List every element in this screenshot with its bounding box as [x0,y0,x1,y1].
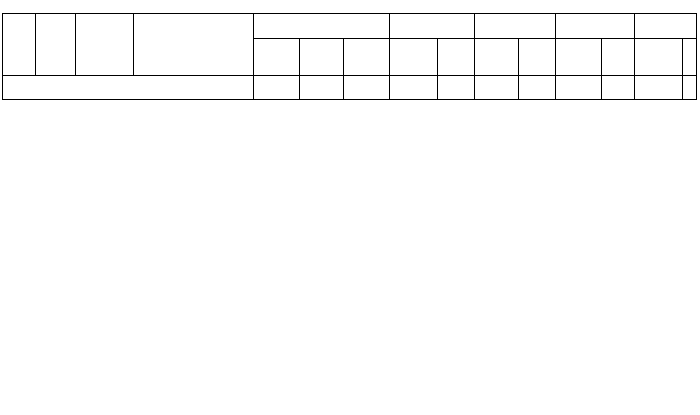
section-title-cell [3,76,254,100]
quota-other-header [344,39,390,76]
main-subject-header [438,39,475,76]
quota-thpt-header [254,39,300,76]
table-cell [519,76,556,100]
admission-table [2,13,697,100]
col-major-name-header [134,14,254,76]
main-subject-header [519,39,556,76]
table-cell [635,76,683,100]
col-combo-3-header [556,14,635,39]
table-cell [602,76,635,100]
table-cell [390,76,438,100]
section-quota-dgnl [300,76,344,100]
table-cell [438,76,475,100]
main-subject-header [683,39,697,76]
col-school-code-header [36,14,76,76]
combo-code-header [390,39,438,76]
col-major-code-header [76,14,134,76]
col-combo-1-header [390,14,475,39]
table-header [3,14,697,76]
col-combo-2-header [475,14,556,39]
table-section-hus [3,76,697,100]
col-quota-header [254,14,390,39]
col-combo-4-header [635,14,697,39]
page-top-margin [0,0,700,12]
table-cell [475,76,519,100]
main-subject-header [602,39,635,76]
section-quota-other [344,76,390,100]
combo-code-header [635,39,683,76]
table-cell [556,76,602,100]
table-cell [683,76,697,100]
col-tt-header [3,14,36,76]
section-quota-thpt [254,76,300,100]
combo-code-header [556,39,602,76]
quota-dgnl-header [300,39,344,76]
combo-code-header [475,39,519,76]
